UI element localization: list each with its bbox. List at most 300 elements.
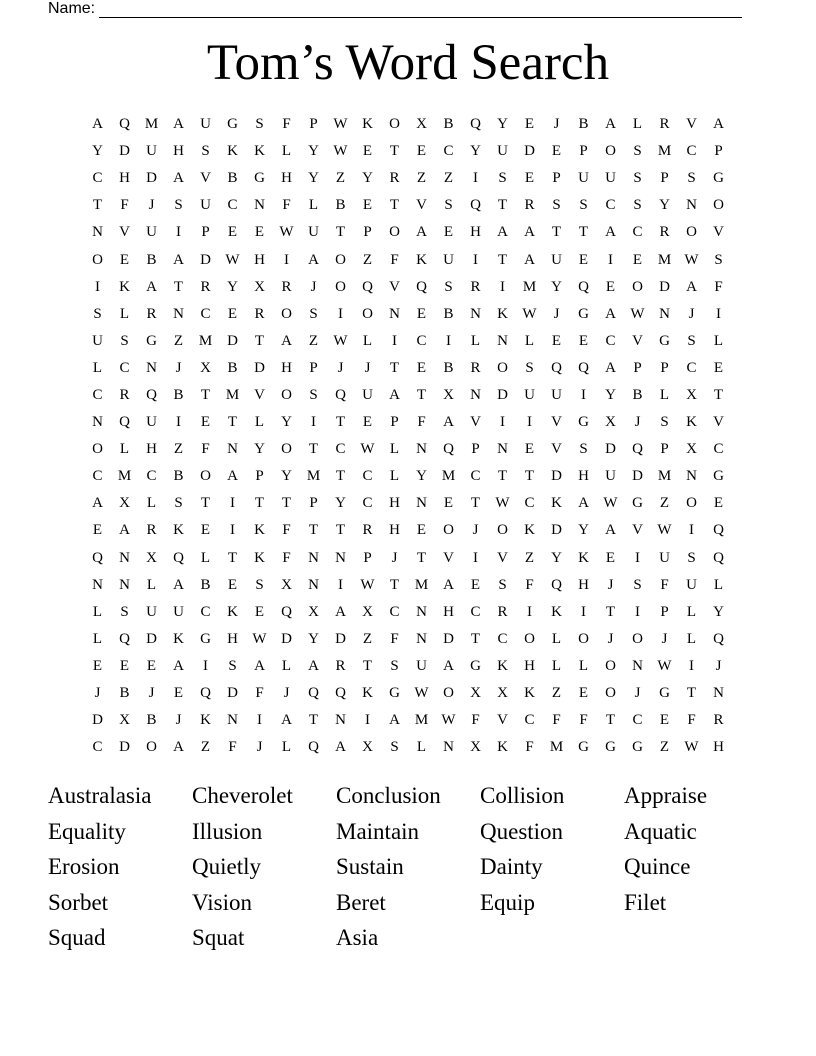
grid-letter: Z — [335, 170, 346, 187]
letter-grid — [84, 111, 732, 761]
grid-letter: O — [281, 386, 292, 403]
grid-letter: E — [713, 495, 724, 512]
grid-letter: G — [713, 468, 724, 485]
grid-letter: D — [524, 143, 535, 160]
grid-letter: C — [92, 170, 103, 187]
grid-letter: O — [362, 305, 373, 322]
grid-letter: V — [713, 224, 724, 241]
grid-letter: L — [92, 603, 103, 620]
grid-letter: R — [659, 224, 670, 241]
grid-letter: G — [713, 170, 724, 187]
grid-letter: Q — [416, 278, 427, 295]
grid-letter: D — [281, 630, 292, 647]
grid-letter: I — [527, 414, 532, 431]
grid-row — [84, 680, 732, 707]
grid-row — [84, 111, 732, 138]
grid-letter: A — [173, 116, 184, 133]
grid-letter: C — [335, 441, 346, 458]
grid-letter: H — [389, 522, 400, 539]
grid-letter: F — [282, 116, 291, 133]
grid-letter: V — [200, 170, 211, 187]
grid-letter: S — [120, 603, 129, 620]
word-list-item: Question — [480, 818, 564, 844]
grid-letter: J — [94, 685, 101, 702]
grid-letter: A — [605, 359, 616, 376]
grid-letter: D — [632, 468, 643, 485]
grid-letter: I — [473, 251, 478, 268]
grid-letter: B — [173, 386, 184, 403]
grid-letter: T — [335, 522, 346, 539]
grid-letter: E — [200, 414, 211, 431]
grid-letter: T — [497, 251, 508, 268]
grid-letter: C — [524, 495, 535, 512]
grid-letter: O — [605, 685, 616, 702]
grid-row — [84, 274, 732, 301]
grid-letter: V — [443, 549, 454, 566]
grid-letter: V — [713, 414, 724, 431]
grid-letter: N — [497, 441, 508, 458]
grid-letter: L — [686, 603, 697, 620]
grid-letter: W — [684, 739, 699, 756]
grid-row — [84, 165, 732, 192]
grid-letter: G — [146, 332, 157, 349]
grid-letter: X — [146, 549, 157, 566]
grid-letter: Z — [659, 495, 670, 512]
grid-letter: U — [497, 143, 508, 160]
grid-letter: L — [659, 386, 670, 403]
grid-letter: P — [309, 495, 318, 512]
grid-letter: L — [281, 739, 292, 756]
grid-letter: R — [119, 386, 130, 403]
grid-letter: L — [146, 495, 157, 512]
grid-letter: E — [416, 305, 427, 322]
grid-letter: U — [146, 143, 157, 160]
grid-letter: L — [281, 657, 292, 674]
grid-letter: I — [176, 224, 181, 241]
grid-letter: O — [632, 630, 643, 647]
grid-letter: U — [146, 603, 157, 620]
grid-letter: C — [470, 603, 481, 620]
grid-letter: S — [309, 305, 318, 322]
grid-letter: D — [227, 685, 238, 702]
grid-letter: C — [119, 359, 130, 376]
grid-letter: A — [389, 712, 400, 729]
grid-letter: X — [308, 603, 319, 620]
grid-letter: E — [254, 224, 265, 241]
grid-letter: S — [444, 278, 453, 295]
grid-letter: F — [282, 522, 291, 539]
grid-letter: Q — [443, 441, 454, 458]
grid-letter: A — [335, 603, 346, 620]
grid-letter: U — [605, 170, 616, 187]
grid-letter: S — [525, 359, 534, 376]
word-list — [48, 778, 768, 956]
grid-letter: E — [443, 224, 454, 241]
grid-letter: I — [689, 522, 694, 539]
grid-letter: S — [309, 386, 318, 403]
name-blank-line[interactable] — [99, 2, 742, 18]
grid-letter: S — [201, 143, 210, 160]
grid-letter: Y — [92, 143, 103, 160]
grid-letter: I — [392, 332, 397, 349]
grid-letter: S — [633, 197, 642, 214]
grid-letter: E — [632, 251, 643, 268]
grid-letter: I — [365, 712, 370, 729]
grid-letter: E — [605, 549, 616, 566]
grid-letter: Q — [200, 685, 211, 702]
grid-letter: G — [578, 414, 589, 431]
grid-letter: I — [635, 603, 640, 620]
grid-letter: Q — [308, 685, 319, 702]
grid-letter: E — [146, 657, 157, 674]
grid-letter: W — [657, 522, 672, 539]
grid-letter: R — [254, 305, 265, 322]
grid-letter: C — [713, 441, 724, 458]
grid-letter: R — [524, 197, 535, 214]
grid-letter: G — [470, 657, 481, 674]
grid-letter: F — [525, 576, 534, 593]
grid-letter: T — [92, 197, 103, 214]
grid-letter: B — [443, 116, 454, 133]
grid-letter: E — [227, 576, 238, 593]
grid-letter: I — [500, 278, 505, 295]
grid-letter: M — [657, 251, 672, 268]
grid-letter: N — [470, 305, 481, 322]
grid-letter: S — [552, 197, 561, 214]
grid-row — [84, 355, 732, 382]
grid-letter: N — [443, 739, 454, 756]
grid-letter: T — [389, 143, 400, 160]
grid-letter: J — [391, 549, 398, 566]
grid-letter: W — [252, 630, 267, 647]
page-title: Tom’s Word Search — [206, 35, 610, 91]
grid-letter: I — [338, 576, 343, 593]
grid-letter: L — [281, 143, 292, 160]
grid-letter: K — [254, 522, 265, 539]
grid-letter: P — [660, 170, 669, 187]
grid-letter: U — [200, 197, 211, 214]
grid-letter: A — [119, 522, 130, 539]
grid-letter: Y — [416, 468, 427, 485]
grid-letter: P — [714, 143, 723, 160]
grid-letter: L — [713, 576, 724, 593]
grid-letter: J — [148, 197, 155, 214]
grid-letter: J — [310, 278, 317, 295]
grid-letter: O — [443, 522, 454, 539]
grid-letter: N — [254, 197, 265, 214]
word-list-item: Cheverolet — [192, 783, 293, 808]
grid-letter: A — [443, 576, 454, 593]
grid-letter: A — [605, 224, 616, 241]
grid-letter: P — [390, 414, 399, 431]
grid-letter: V — [497, 549, 508, 566]
grid-letter: G — [605, 739, 616, 756]
grid-letter: O — [713, 197, 724, 214]
grid-letter: N — [389, 305, 400, 322]
grid-letter: E — [227, 305, 238, 322]
grid-letter: C — [362, 495, 373, 512]
grid-letter: N — [335, 712, 346, 729]
grid-letter: O — [497, 359, 508, 376]
grid-letter: E — [524, 116, 535, 133]
grid-letter: C — [443, 143, 454, 160]
grid-letter: Y — [227, 278, 238, 295]
grid-letter: N — [416, 630, 427, 647]
grid-letter: L — [416, 739, 427, 756]
grid-letter: A — [281, 332, 292, 349]
grid-letter: N — [659, 305, 670, 322]
grid-letter: B — [146, 712, 157, 729]
grid-letter: H — [146, 441, 157, 458]
grid-letter: A — [92, 495, 103, 512]
grid-letter: C — [362, 468, 373, 485]
grid-letter: T — [200, 386, 211, 403]
grid-letter: V — [254, 386, 265, 403]
grid-letter: E — [443, 495, 454, 512]
grid-row — [84, 734, 732, 761]
grid-letter: K — [497, 739, 508, 756]
grid-letter: S — [255, 116, 264, 133]
grid-letter: O — [605, 657, 616, 674]
grid-letter: P — [660, 441, 669, 458]
grid-row — [84, 463, 732, 490]
grid-letter: X — [605, 414, 616, 431]
grid-letter: I — [608, 251, 613, 268]
grid-letter: E — [92, 657, 103, 674]
grid-letter: R — [362, 522, 373, 539]
grid-letter: L — [200, 549, 211, 566]
grid-letter: V — [632, 332, 643, 349]
grid-letter: X — [254, 278, 265, 295]
grid-letter: B — [200, 576, 211, 593]
grid-letter: F — [282, 197, 291, 214]
grid-letter: Y — [578, 522, 589, 539]
grid-letter: A — [524, 224, 535, 241]
grid-letter: S — [255, 576, 264, 593]
grid-letter: Y — [362, 170, 373, 187]
grid-letter: A — [686, 278, 697, 295]
grid-letter: A — [389, 386, 400, 403]
grid-letter: F — [390, 630, 399, 647]
grid-letter: N — [416, 603, 427, 620]
grid-letter: J — [175, 712, 182, 729]
grid-letter: J — [607, 576, 614, 593]
grid-letter: J — [283, 685, 290, 702]
grid-letter: G — [200, 630, 211, 647]
grid-letter: S — [633, 170, 642, 187]
grid-letter: B — [443, 359, 454, 376]
grid-letter: S — [579, 197, 588, 214]
grid-letter: S — [93, 305, 102, 322]
grid-letter: R — [659, 116, 670, 133]
grid-letter: Q — [632, 441, 643, 458]
grid-letter: F — [201, 441, 210, 458]
grid-letter: Q — [308, 739, 319, 756]
grid-letter: H — [389, 495, 400, 512]
grid-letter: M — [144, 116, 159, 133]
grid-letter: S — [633, 576, 642, 593]
grid-letter: K — [200, 712, 211, 729]
grid-letter: O — [146, 739, 157, 756]
grid-letter: D — [146, 630, 157, 647]
grid-letter: C — [200, 305, 211, 322]
grid-letter: V — [389, 278, 400, 295]
grid-letter: X — [470, 739, 481, 756]
grid-letter: Q — [362, 278, 373, 295]
grid-letter: N — [632, 657, 643, 674]
grid-letter: E — [659, 712, 670, 729]
grid-letter: T — [389, 359, 400, 376]
grid-letter: N — [227, 441, 238, 458]
grid-letter: D — [119, 143, 130, 160]
grid-letter: O — [335, 251, 346, 268]
grid-letter: U — [146, 414, 157, 431]
grid-letter: T — [605, 603, 616, 620]
grid-letter: O — [578, 630, 589, 647]
grid-letter: A — [335, 739, 346, 756]
grid-letter: G — [227, 116, 238, 133]
grid-letter: X — [416, 116, 427, 133]
grid-letter: P — [471, 441, 480, 458]
grid-letter: P — [363, 549, 372, 566]
grid-letter: W — [603, 495, 618, 512]
grid-letter: A — [227, 468, 238, 485]
grid-letter: B — [227, 170, 238, 187]
grid-letter: R — [497, 603, 508, 620]
grid-letter: Y — [551, 278, 562, 295]
grid-letter: U — [551, 251, 562, 268]
grid-letter: N — [713, 685, 724, 702]
grid-letter: B — [443, 305, 454, 322]
grid-letter: C — [632, 224, 643, 241]
grid-letter: I — [230, 522, 235, 539]
grid-letter: G — [578, 305, 589, 322]
grid-letter: R — [281, 278, 292, 295]
grid-row — [84, 707, 732, 734]
grid-letter: D — [605, 441, 616, 458]
grid-letter: C — [416, 332, 427, 349]
grid-letter: I — [581, 386, 586, 403]
grid-letter: Y — [713, 603, 724, 620]
grid-letter: T — [713, 386, 724, 403]
grid-letter: U — [524, 386, 535, 403]
grid-letter: X — [200, 359, 211, 376]
grid-letter: K — [497, 305, 508, 322]
grid-row — [84, 328, 732, 355]
grid-letter: P — [309, 116, 318, 133]
grid-letter: V — [416, 197, 427, 214]
grid-letter: B — [578, 116, 589, 133]
grid-letter: K — [578, 549, 589, 566]
grid-letter: H — [578, 576, 589, 593]
grid-letter: A — [173, 739, 184, 756]
grid-letter: T — [362, 657, 373, 674]
grid-letter: Z — [308, 332, 319, 349]
grid-letter: E — [92, 522, 103, 539]
grid-letter: E — [416, 143, 427, 160]
grid-letter: I — [446, 332, 451, 349]
grid-letter: W — [225, 251, 240, 268]
grid-letter: U — [659, 549, 670, 566]
grid-row — [84, 246, 732, 273]
grid-letter: U — [173, 603, 184, 620]
grid-letter: P — [255, 468, 264, 485]
grid-letter: X — [119, 712, 130, 729]
grid-letter: E — [578, 332, 589, 349]
grid-letter: S — [714, 251, 723, 268]
grid-letter: D — [146, 170, 157, 187]
grid-letter: I — [230, 495, 235, 512]
grid-letter: E — [362, 414, 373, 431]
grid-letter: J — [634, 685, 641, 702]
grid-letter: M — [225, 386, 240, 403]
grid-letter: G — [389, 685, 400, 702]
grid-letter: R — [146, 305, 157, 322]
grid-letter: B — [632, 386, 643, 403]
grid-row — [84, 382, 732, 409]
grid-letter: C — [92, 386, 103, 403]
grid-letter: T — [254, 495, 265, 512]
grid-letter: T — [335, 224, 346, 241]
grid-letter: K — [173, 522, 184, 539]
word-list-item: Sustain — [336, 854, 404, 880]
grid-letter: E — [254, 603, 265, 620]
grid-letter: C — [632, 712, 643, 729]
grid-letter: S — [390, 739, 399, 756]
grid-letter: T — [308, 712, 319, 729]
word-list-item: Filet — [624, 889, 667, 915]
grid-letter: L — [389, 441, 400, 458]
grid-letter: I — [473, 170, 478, 187]
grid-row — [84, 599, 732, 626]
grid-letter: K — [227, 603, 238, 620]
word-list-item: Erosion — [48, 854, 120, 880]
grid-letter: X — [443, 386, 454, 403]
grid-letter: I — [500, 414, 505, 431]
grid-letter: L — [119, 441, 130, 458]
grid-letter: M — [306, 468, 321, 485]
grid-letter: U — [605, 468, 616, 485]
grid-letter: I — [203, 657, 208, 674]
grid-letter: X — [470, 685, 481, 702]
grid-letter: F — [390, 251, 399, 268]
grid-letter: I — [716, 305, 721, 322]
grid-letter: L — [92, 630, 103, 647]
grid-letter: S — [687, 170, 696, 187]
grid-letter: I — [473, 549, 478, 566]
grid-letter: W — [333, 332, 348, 349]
grid-letter: S — [498, 576, 507, 593]
grid-letter: H — [281, 170, 292, 187]
grid-letter: C — [92, 739, 103, 756]
grid-letter: P — [309, 359, 318, 376]
grid-letter: W — [495, 495, 510, 512]
grid-letter: A — [416, 224, 427, 241]
grid-letter: J — [148, 685, 155, 702]
grid-letter: V — [632, 522, 643, 539]
grid-letter: C — [686, 143, 697, 160]
grid-letter: X — [497, 685, 508, 702]
grid-letter: Q — [173, 549, 184, 566]
grid-letter: J — [553, 305, 560, 322]
grid-letter: R — [470, 359, 481, 376]
grid-letter: M — [441, 468, 456, 485]
grid-letter: K — [524, 685, 535, 702]
grid-letter: L — [146, 576, 157, 593]
grid-letter: L — [632, 116, 643, 133]
grid-row — [84, 138, 732, 165]
grid-letter: H — [578, 468, 589, 485]
